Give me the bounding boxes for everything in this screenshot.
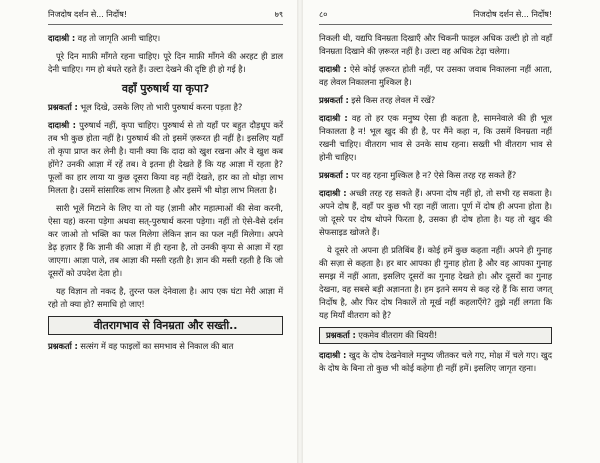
paragraph-text: पूरे दिन माफ़ी माँगते रहना चाहिए। पूरे दिन माफ़ी माँगने की अरहट ही डाल देनी चाहिए। गम हो बंधते रहते हैं। उल्टा देखने की दृष्टि ही हो गई है।: [48, 51, 283, 74]
boxed-question: [319, 327, 552, 344]
paragraph: [48, 119, 283, 197]
paragraph-text: अच्छी तरह रह सकते हैं। अपना दोष नहीं हो, तो सभी रह सकता है। अपने दोष हैं, वहाँ पर कुछ भी रहा नहीं जाता। पूर्ण में दोष ही अपना होता है। जो दूसरे पर दोष थोपने फिरता है, उसका ही दोष होता है। यह तो खुद की सेफसाइड खोजते हैं।: [319, 188, 552, 237]
speaker-label: प्रश्नकर्ता :: [48, 102, 78, 112]
paragraph: [48, 285, 283, 311]
speaker-label: प्रश्नकर्ता :: [326, 330, 356, 340]
paragraph-text: इसे किस तरह लेवल में रखें?: [348, 95, 436, 105]
paragraph-text: सारी भूलें मिटाने के लिए या तो यह (ज्ञानी और महात्माओं की सेवा करनी, ऐसा यह) करना पड़ेगा अथवा सत्-पुरुषार्थ करना पड़ेगा। नहीं तो ऐसे-वैसे दर्शन कर जाओ तो भक्ति का फल मिलेगा लेकिन ज्ञान का फल नहीं मिलेगा। अपने डेढ़ हज़ार हैं कि ज्ञानी की आज्ञा में ही रहना है, तो उनकी कृपा से आज्ञा में रहा जाएगा। आज्ञा पाले, तब आज्ञा की मस्ती रहती है। ज्ञान की मस्ती रहती है कि जो दूसरों को उपदेश देता हो।: [48, 203, 283, 278]
speaker-label: दादाश्री :: [319, 113, 348, 123]
paragraph: [48, 202, 283, 280]
right-running-title: निजदोष दर्शन से... निर्दोष!: [473, 9, 552, 19]
paragraph-text: सत्संग में वह फाइलों का समभाव से निकाल की बात: [77, 341, 234, 351]
boxed-section-heading: वीतरागभाव से विनम्रता और सख्ती..: [48, 316, 283, 335]
paragraph-text: निकली थी, यद्यपि विनम्रता दिखाएँ और चिकनी फाइल अधिक उल्टी हो तो वहाँ विनम्रता दिखाने की ज़रूरत नहीं है। उल्टा वह अधिक टेढ़ा चलेगा।: [319, 33, 552, 56]
paragraph: [319, 349, 552, 375]
paragraph-text: पर वह रहना मुश्किल है न? ऐसे किस तरह रह सकते हैं?: [348, 170, 517, 180]
boxed-question-text: एकमेव वीतराग की थियरी!: [355, 330, 438, 340]
right-running-header: [319, 4, 552, 25]
paragraph-text: पुरुषार्थ नहीं, कृपा चाहिए। पुरुषार्थ से तो यहाँ पर बहुत दौड़धूप करें तब भी कुछ होता नहीं है। पुरुषार्थ की तो इसमें ज़रूरत ही नहीं है। इसलिए यहाँ तो कृपा प्राप्त कर लेनी है। यानी क्या कि दादा को खुश रखना और वे खुश कब होंगे? उनकी आज्ञा में रहें तब। वे इतना ही देखते हैं कि यह आज्ञा में रहता है? फूलों का हार लाया या कुछ दूसरा किया वह नहीं देखते, हार का तो थोड़ा लाभ मिलता है। उसमें सांसारिक लाभ मिलता है और इसमें भी थोड़ा लाभ मिलता है।: [48, 120, 283, 195]
right-page-body: [319, 32, 552, 380]
paragraph: [319, 94, 552, 107]
left-running-header: [48, 4, 283, 25]
paragraph: [48, 101, 283, 114]
paragraph: [319, 187, 552, 239]
right-page-number: ८०: [319, 9, 328, 19]
paragraph-text: वह तो हर एक मनुष्य ऐसा ही कहता है, सामनेवाले की ही भूल निकालता है न! भूल खुद की ही है, पर मैंने कहा न, कि उसमें विनम्रता नहीं रखनी चाहिए। वीतराग भाव से उनके साथ रहना। सख्ती भी वीतराग भाव से होनी चाहिए।: [319, 113, 552, 162]
paragraph-text: वह तो जागृति आनी चाहिए।: [75, 33, 161, 43]
speaker-label: दादाश्री :: [319, 188, 347, 198]
left-page-number: ७९: [274, 9, 283, 19]
left-page: [0, 0, 297, 463]
speaker-label: दादाश्री :: [319, 350, 347, 360]
speaker-label: दादाश्री :: [48, 33, 76, 43]
paragraph: [48, 340, 283, 353]
paragraph: [48, 50, 283, 76]
paragraph: [319, 244, 552, 322]
paragraph-text: भूल दिखे, उसके लिए तो भारी पुरुषार्थ करना पड़ता है?: [77, 102, 243, 112]
speaker-label: दादाश्री :: [48, 120, 76, 130]
paragraph-text: ये दूसरे तो अपना ही प्रतिबिंब हैं। कोई हमें कुछ कहता नहीं। अपने ही गुनाह की सज़ा से कहता है। हर बार आपका ही गुनाह होता है और वह आपका गुनाह समझ में नहीं आता, इसलिए दूसरों का गुनाह देखते हो। और दूसरों का गुनाह देखना, वह सबसे बड़ी अज्ञानता है। हम इतने समय से कह रहे हैं कि सारा जगत् निर्दोष है, और फिर दोष निकालें तो मूर्ख नहीं कहलाएँगे? तुझे नहीं लगता कि यह मियाँ वीतराग को है?: [319, 245, 552, 320]
speaker-label: दादाश्री :: [319, 64, 347, 74]
paragraph: [319, 32, 552, 58]
right-page: [303, 0, 600, 463]
paragraph-text: ऐसे कोई ज़रूरत होती नहीं, पर उसका जवाब निकालना नहीं आता, वह लेवल निकालना मुश्किल है।: [319, 64, 552, 87]
speaker-label: प्रश्नकर्ता :: [48, 341, 78, 351]
speaker-label: प्रश्नकर्ता :: [319, 95, 349, 105]
paragraph-text: खुद के दोष देखनेवाले मनुष्य जीतकर चले गए, मोक्ष में चले गए। खुद के दोष के बिना तो कुछ भी कोई कहेगा ही नहीं हमें। इसलिए जागृत रहना।: [319, 350, 553, 373]
paragraph: [319, 63, 552, 89]
left-page-body: [48, 32, 283, 358]
paragraph-text: यह विज्ञान तो नकद है, तुरन्त फल देनेवाला है। आप एक घंटा मेरी आज्ञा में रहो तो क्या हो? समाधि हो जाए!: [48, 286, 283, 309]
section-heading: वहाँ पुरुषार्थ या कृपा?: [121, 82, 210, 95]
paragraph: [48, 32, 283, 45]
paragraph: [319, 169, 552, 182]
left-running-title: निजदोष दर्शन से... निर्दोष!: [48, 9, 127, 19]
speaker-label: प्रश्नकर्ता :: [319, 170, 349, 180]
paragraph: [319, 112, 552, 164]
